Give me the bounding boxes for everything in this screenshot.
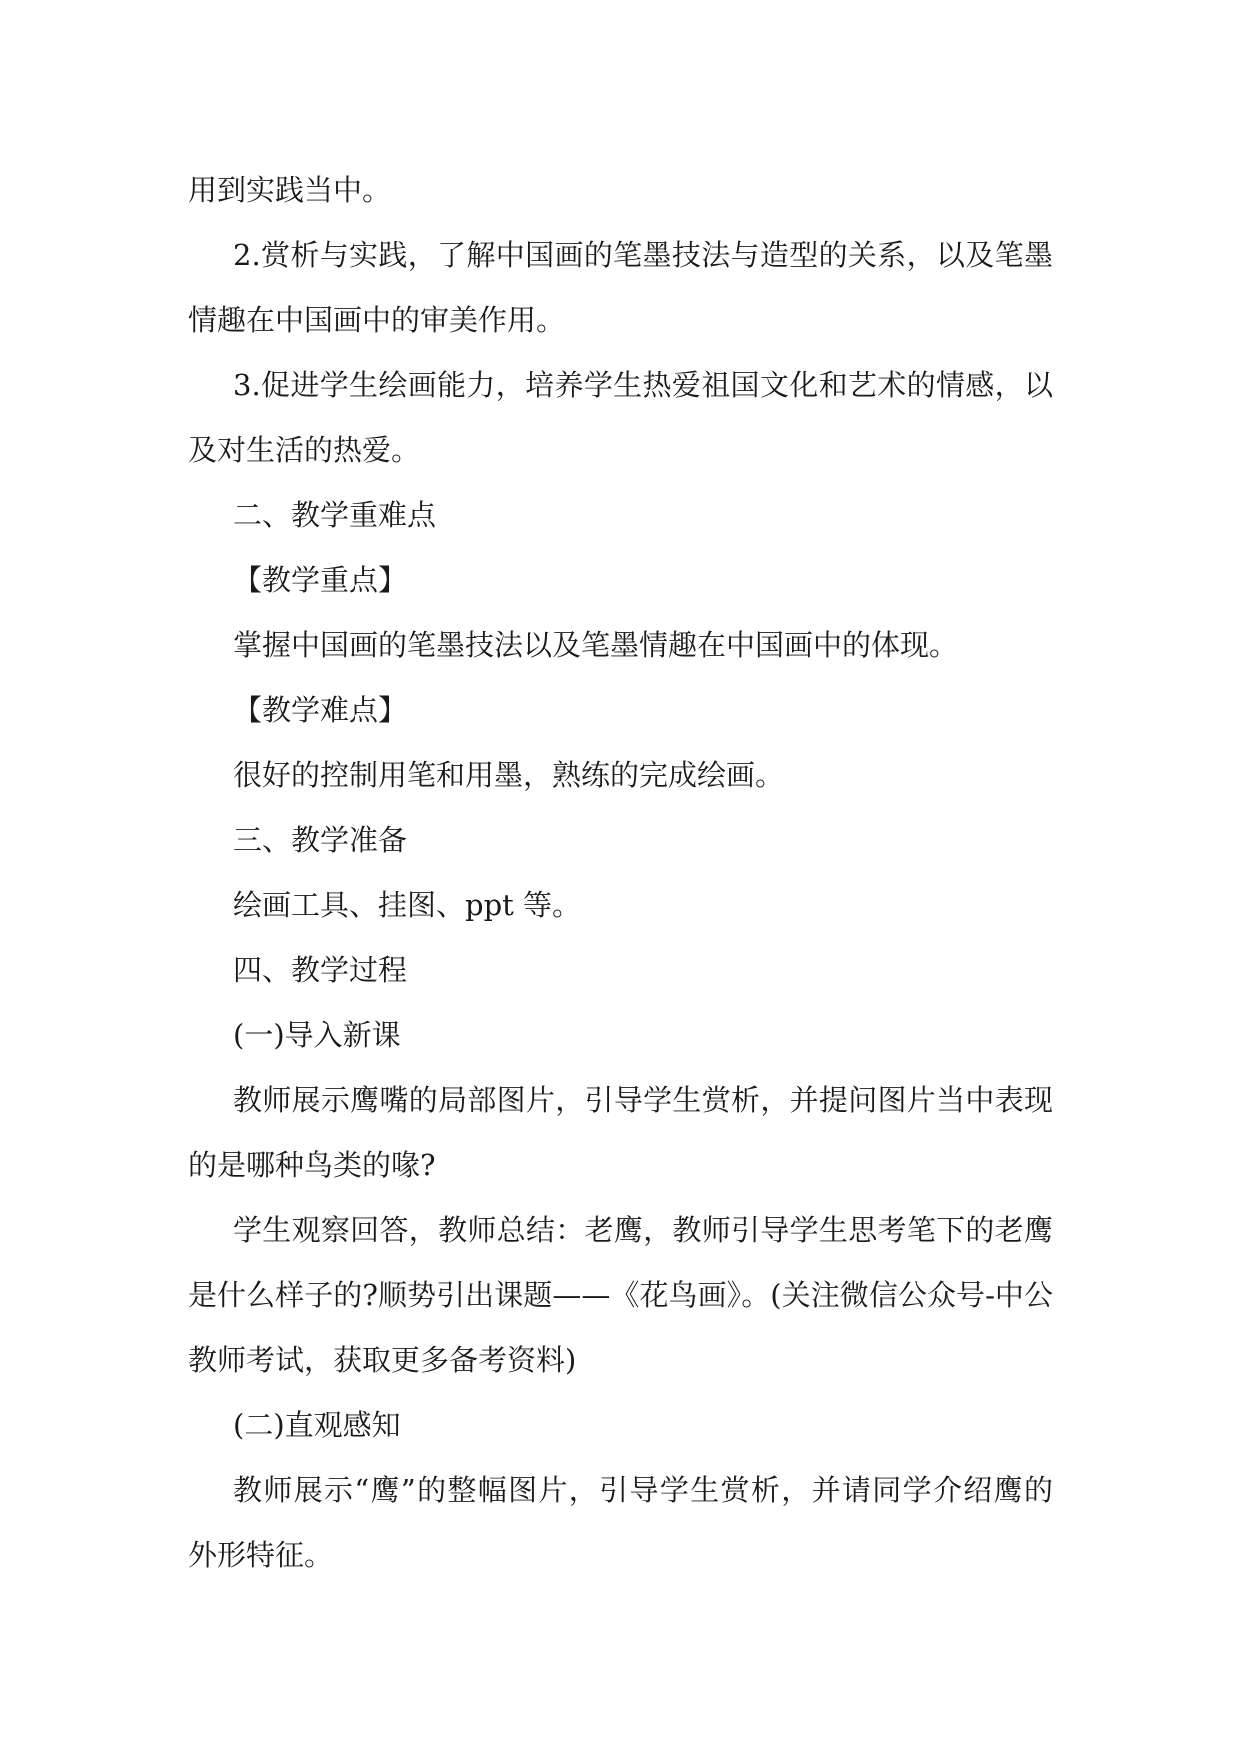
text-line: 学生观察回答，教师总结：老鹰，教师引导学生思考笔下的老鹰	[233, 1213, 1053, 1247]
text-line: (一)导入新课	[233, 1018, 401, 1052]
text-line: (二)直观感知	[233, 1408, 401, 1442]
text-line: 是什么样子的?顺势引出课题——《花鸟画》。(关注微信公众号-中公	[188, 1278, 1053, 1312]
text-line: 情趣在中国画中的审美作用。	[188, 303, 566, 337]
body-text	[188, 158, 1053, 1588]
text-line: 【教学难点】	[233, 693, 408, 727]
text-line: 掌握中国画的笔墨技法以及笔墨情趣在中国画中的体现。	[233, 628, 959, 662]
text-line: 用到实践当中。	[188, 173, 392, 207]
text-line: 教师展示“鹰”的整幅图片，引导学生赏析，并请同学介绍鹰的	[233, 1473, 1053, 1507]
text-line: 三、教学准备	[233, 823, 408, 857]
text-line: 绘画工具、挂图、ppt 等。	[233, 888, 582, 922]
text-line: 【教学重点】	[233, 563, 408, 597]
text-line: 教师展示鹰嘴的局部图片，引导学生赏析，并提问图片当中表现	[233, 1083, 1053, 1117]
text-line: 3.促进学生绘画能力，培养学生热爱祖国文化和艺术的情感，以	[233, 368, 1053, 402]
text-line: 的是哪种鸟类的喙?	[188, 1148, 436, 1182]
text-line: 教师考试，获取更多备考资料)	[188, 1343, 577, 1377]
text-line: 2.赏析与实践，了解中国画的笔墨技法与造型的关系，以及笔墨	[233, 238, 1053, 272]
text-line: 及对生活的热爱。	[188, 433, 421, 467]
text-line: 二、教学重难点	[233, 498, 437, 532]
text-line: 外形特征。	[188, 1538, 334, 1572]
text-line: 很好的控制用笔和用墨，熟练的完成绘画。	[233, 758, 785, 792]
text-line: 四、教学过程	[233, 953, 408, 987]
